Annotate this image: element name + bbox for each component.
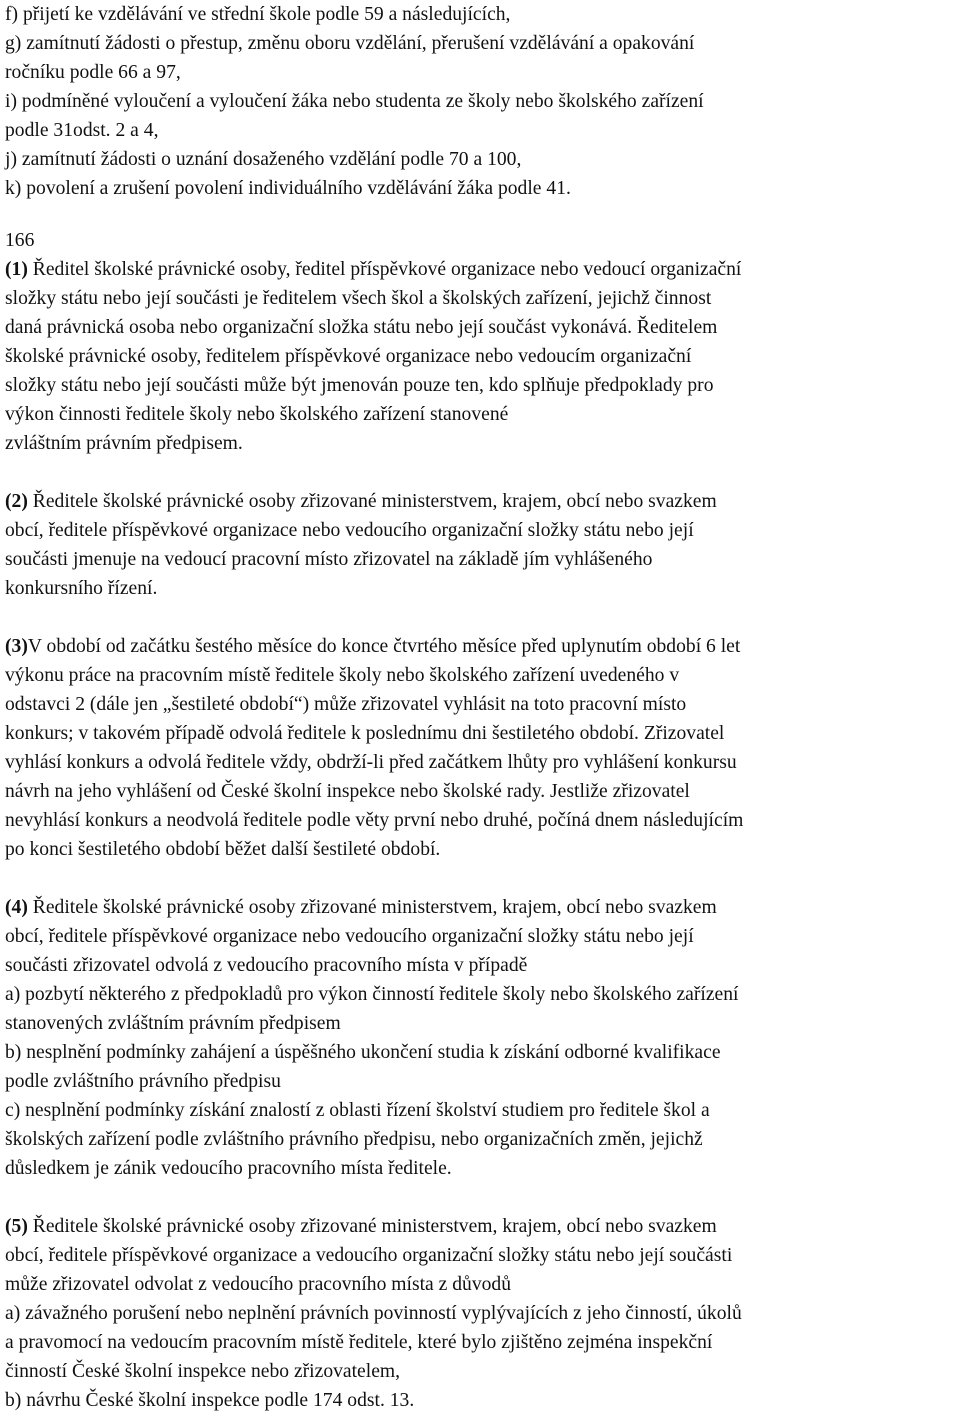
- paragraph-line: [5, 487, 959, 516]
- paragraph-line: nevyhlásí konkurs a neodvolá ředitele podle věty první nebo druhé, počíná dnem následujícím: [5, 810, 744, 831]
- paragraph-line: obcí, ředitele příspěvkové organizace nebo vedoucího organizační složky státu nebo její: [5, 926, 694, 947]
- paragraph-line: činností České školní inspekce nebo zřizovatelem,: [5, 1361, 401, 1382]
- paragraph-3: [5, 632, 959, 864]
- paragraph-number: (1): [5, 259, 28, 280]
- paragraph-line: výkon činnosti ředitele školy nebo školského zařízení stanovené: [5, 404, 509, 425]
- paragraph-line: konkursního řízení.: [5, 578, 158, 599]
- paragraph-line: po konci šestiletého období běžet další šestileté období.: [5, 839, 441, 860]
- paragraph-line: daná právnická osoba nebo organizační složka státu nebo její součást vykonává. Ředitelem: [5, 317, 718, 338]
- paragraph-line: [5, 893, 959, 922]
- paragraph-4: [5, 893, 959, 1183]
- paragraph-line: návrh na jeho vyhlášení od České školní inspekce nebo školské rady. Jestliže zřizovatel: [5, 781, 690, 802]
- paragraph-line: b) návrhu České školní inspekce podle 174 odst. 13.: [5, 1390, 415, 1411]
- paragraph-line: c) nesplnění podmínky získání znalostí z oblasti řízení školství studiem pro ředitele škol a: [5, 1100, 710, 1121]
- paragraph-1: [5, 255, 959, 458]
- list-item-g-cont: ročníku podle 66 a 97,: [5, 62, 181, 83]
- paragraph-line: obcí, ředitele příspěvkové organizace a vedoucího organizační složky státu nebo její součásti: [5, 1245, 733, 1266]
- paragraph-line: školské právnické osoby, ředitelem příspěvkové organizace nebo vedoucím organizační: [5, 346, 692, 367]
- paragraph-line: složky státu nebo její součásti může být jmenován pouze ten, kdo splňuje předpoklady pro: [5, 375, 714, 396]
- paragraph-line: součásti jmenuje na vedoucí pracovní místo zřizovatel na základě jím vyhlášeného: [5, 549, 653, 570]
- list-item-i-cont: podle 31odst. 2 a 4,: [5, 120, 159, 141]
- paragraph-line: [5, 1212, 959, 1241]
- intro-list: [5, 0, 959, 203]
- paragraph-line: b) nesplnění podmínky zahájení a úspěšného ukončení studia k získání odborné kvalifikace: [5, 1042, 721, 1063]
- paragraph-line: a) závažného porušení nebo neplnění právních povinností vyplývajících z jeho činností, úkolů: [5, 1303, 742, 1324]
- paragraph-number: (5): [5, 1216, 28, 1237]
- list-item-j: j) zamítnutí žádosti o uznání dosaženého vzdělání podle 70 a 100,: [5, 149, 522, 170]
- paragraph-line: důsledkem je zánik vedoucího pracovního místa ředitele.: [5, 1158, 452, 1179]
- paragraph-line: odstavci 2 (dále jen „šestileté období“) může zřizovatel vyhlásit na toto pracovní místo: [5, 694, 687, 715]
- paragraph-line: [5, 632, 959, 661]
- list-item-i: i) podmíněné vyloučení a vyloučení žáka nebo studenta ze školy nebo školského zařízení: [5, 91, 704, 112]
- list-item-g: g) zamítnutí žádosti o přestup, změnu oboru vzdělání, přerušení vzdělávání a opakování: [5, 33, 695, 54]
- paragraph-line: může zřizovatel odvolat z vedoucího pracovního místa z důvodů: [5, 1274, 512, 1295]
- paragraph-text: Ředitele školské právnické osoby zřizované ministerstvem, krajem, obcí nebo svazkem: [27, 897, 717, 918]
- paragraph-text: Ředitel školské právnické osoby, ředitel příspěvkové organizace nebo vedoucí organizační: [27, 259, 742, 280]
- paragraph-5: [5, 1212, 959, 1415]
- paragraph-line: podle zvláštního právního předpisu: [5, 1071, 281, 1092]
- paragraph-2: [5, 487, 959, 603]
- paragraph-line: zvláštním právním předpisem.: [5, 433, 243, 454]
- paragraph-line: [5, 255, 959, 284]
- list-item-f: f) přijetí ke vzdělávání ve střední škole podle 59 a následujících,: [5, 4, 511, 25]
- paragraph-line: vyhlásí konkurs a odvolá ředitele vždy, obdrží-li před začátkem lhůty pro vyhlášení konkursu: [5, 752, 737, 773]
- paragraph-line: obcí, ředitele příspěvkové organizace nebo vedoucího organizační složky státu nebo její: [5, 520, 694, 541]
- paragraph-line: složky státu nebo její součásti je ředitelem všech škol a školských zařízení, jejichž činnost: [5, 288, 712, 309]
- paragraph-number: (2): [5, 491, 28, 512]
- paragraph-line: konkurs; v takovém případě odvolá ředitele k poslednímu dni šestiletého období. Zřizovatel: [5, 723, 725, 744]
- paragraph-number: (4): [5, 897, 28, 918]
- paragraph-line: školských zařízení podle zvláštního právního předpisu, nebo organizačních změn, jejichž: [5, 1129, 703, 1150]
- document-page: [5, 0, 959, 1415]
- paragraph-line: a pravomocí na vedoucím pracovním místě ředitele, které bylo zjištěno zejména inspekční: [5, 1332, 713, 1353]
- list-item-k: k) povolení a zrušení povolení individuálního vzdělávání žáka podle 41.: [5, 178, 571, 199]
- paragraph-text: Ředitele školské právnické osoby zřizované ministerstvem, krajem, obcí nebo svazkem: [27, 491, 717, 512]
- paragraph-text: V období od začátku šestého měsíce do konce čtvrtého měsíce před uplynutím období 6 let: [27, 636, 741, 657]
- paragraph-line: a) pozbytí některého z předpokladů pro výkon činností ředitele školy nebo školského zařízení: [5, 984, 739, 1005]
- paragraph-line: stanovených zvláštním právním předpisem: [5, 1013, 341, 1034]
- section-heading: 166: [5, 230, 35, 251]
- paragraph-line: výkonu práce na pracovním místě ředitele školy nebo školského zařízení uvedeného v: [5, 665, 680, 686]
- paragraph-text: Ředitele školské právnické osoby zřizované ministerstvem, krajem, obcí nebo svazkem: [27, 1216, 717, 1237]
- paragraph-number: (3): [5, 636, 28, 657]
- paragraph-line: součásti zřizovatel odvolá z vedoucího pracovního místa v případě: [5, 955, 528, 976]
